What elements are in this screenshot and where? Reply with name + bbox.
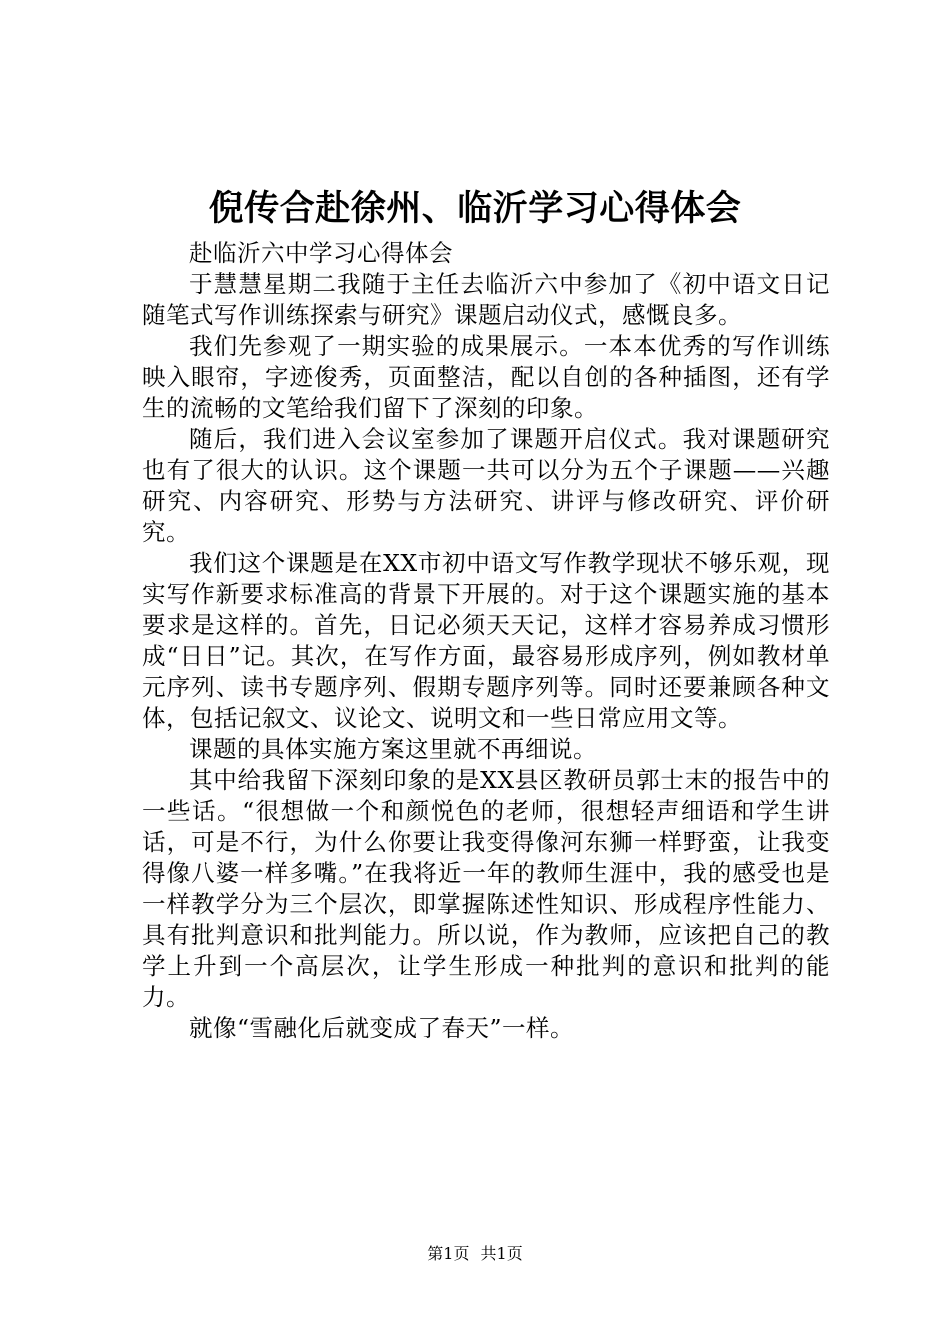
page-number: 第1页: [427, 1244, 470, 1263]
paragraph: 我们这个课题是在XX市初中语文写作教学现状不够乐观，现实写作新要求标准高的背景下开展的。对于这个课题实施的基本要求是这样的。首先，日记必须天天记，这样才容易养成习惯形成“日日”记。其次，在写作方面，最容易形成序列，例如教材单元序列、读书专题序列、假期专题序列等。同时还要兼顾各种文体，包括记叙文、议论文、说明文和一些日常应用文等。: [142, 549, 830, 732]
paragraph: 我们先参观了一期实验的成果展示。一本本优秀的写作训练映入眼帘，字迹俊秀，页面整洁，配以自创的各种插图，还有学生的流畅的文笔给我们留下了深刻的印象。: [142, 332, 830, 422]
page-total: 共1页: [480, 1244, 523, 1263]
paragraph-subtitle: 赴临沂六中学习心得体会: [189, 239, 453, 267]
page-footer: [0, 1243, 950, 1265]
paragraph: 课题的具体实施方案这里就不再细说。: [189, 735, 597, 763]
paragraph: 于慧慧星期二我随于主任去临沂六中参加了《初中语文日记随笔式写作训练探索与研究》课题启动仪式，感慨良多。: [142, 270, 830, 329]
paragraph: 随后，我们进入会议室参加了课题开启仪式。我对课题研究也有了很大的认识。这个课题一共可以分为五个子课题——兴趣研究、内容研究、形势与方法研究、讲评与修改研究、评价研究。: [142, 425, 830, 546]
document-title: 倪传合赴徐州、临沂学习心得体会: [208, 189, 742, 229]
paragraph: 就像“雪融化后就变成了春天”一样。: [189, 1014, 575, 1042]
document-body: [142, 238, 830, 1044]
paragraph: 其中给我留下深刻印象的是XX县区教研员郭士末的报告中的一些话。“很想做一个和颜悦色的老师，很想轻声细语和学生讲话，可是不行，为什么你要让我变得像河东狮一样野蛮，让我变得像八婆一样多嘴。”在我将近一年的教师生涯中，我的感受也是一样教学分为三个层次，即掌握陈述性知识、形成程序性能力、具有批判意识和批判能力。所以说，作为教师，应该把自己的教学上升到一个高层次，让学生形成一种批判的意识和批判的能力。: [142, 766, 830, 1011]
